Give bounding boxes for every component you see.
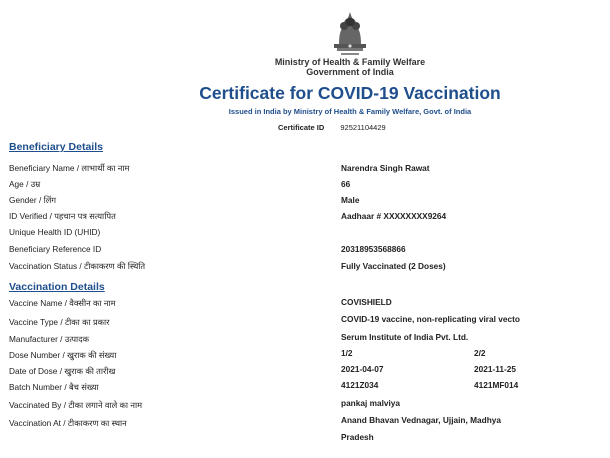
vaccine-type-label: Vaccine Type / टीका का प्रकार xyxy=(9,317,110,327)
manufacturer-value: Serum Institute of India Pvt. Ltd. xyxy=(341,332,469,342)
dose-number-value-1: 1/2 xyxy=(341,348,353,358)
gender-value: Male xyxy=(341,195,360,205)
national-emblem-icon xyxy=(331,6,369,58)
dose-number-value-2: 2/2 xyxy=(474,348,486,358)
beneficiary-name-label: Beneficiary Name / लाभार्थी का नाम xyxy=(9,163,130,173)
vaccination-at-label: Vaccination At / टीकाकरण का स्थान xyxy=(9,418,127,428)
issued-by-text: Issued in India by Ministry of Health & Family Welfare, Govt. of India xyxy=(228,107,472,116)
certificate-id-row xyxy=(278,123,386,132)
manufacturer-label: Manufacturer / उत्पादक xyxy=(9,334,89,344)
dose-number-label: Dose Number / खुराक की संख्या xyxy=(9,350,117,360)
vaccinated-by-value: pankaj malviya xyxy=(341,398,401,408)
uhid-label: Unique Health ID (UHID) xyxy=(9,227,101,237)
gender-label: Gender / लिंग xyxy=(9,195,57,205)
date-of-dose-value-2: 2021-11-25 xyxy=(474,364,516,374)
vaccine-name-label: Vaccine Name / वैक्सीन का नाम xyxy=(9,298,116,308)
age-label: Age / उम्र xyxy=(9,179,41,189)
date-of-dose-value-1: 2021-04-07 xyxy=(341,364,384,374)
reference-id-value: 20318953568866 xyxy=(341,244,406,254)
vaccinated-by-label: Vaccinated By / टीका लगाने वाले का नाम xyxy=(9,400,143,410)
government-name: Government of India xyxy=(306,67,394,77)
beneficiary-name-value: Narendra Singh Rawat xyxy=(341,163,430,173)
date-of-dose-label: Date of Dose / खुराक की तारीख xyxy=(9,366,116,376)
id-verified-value: Aadhaar # XXXXXXXX9264 xyxy=(341,211,447,221)
reference-id-label: Beneficiary Reference ID xyxy=(9,244,102,254)
id-verified-label: ID Verified / पहचान पत्र सत्यापित xyxy=(9,211,116,221)
batch-number-value-1: 4121Z034 xyxy=(341,380,379,390)
batch-number-value-2: 4121MF014 xyxy=(474,380,519,390)
certificate-id-value: 92521104429 xyxy=(340,123,386,132)
ministry-name: Ministry of Health & Family Welfare xyxy=(274,57,426,67)
vaccination-status-value: Fully Vaccinated (2 Doses) xyxy=(341,261,446,271)
beneficiary-section-title: Beneficiary Details xyxy=(9,141,103,153)
age-value: 66 xyxy=(341,179,351,189)
vaccination-status-label: Vaccination Status / टीकाकरण की स्थिति xyxy=(9,261,146,271)
batch-number-label: Batch Number / बैच संख्या xyxy=(9,382,99,392)
certificate-id-label: Certificate ID xyxy=(278,123,325,132)
vaccination-section-title: Vaccination Details xyxy=(9,281,105,293)
certificate-title: Certificate for COVID-19 Vaccination xyxy=(199,83,501,103)
vaccination-at-value: Anand Bhavan Vednagar, Ujjain, Madhya xyxy=(341,415,501,425)
vaccine-name-value: COVISHIELD xyxy=(341,297,392,307)
vaccination-at-value-line2: Pradesh xyxy=(341,432,374,442)
vaccine-type-value: COVID-19 vaccine, non-replicating viral vecto xyxy=(341,314,520,324)
